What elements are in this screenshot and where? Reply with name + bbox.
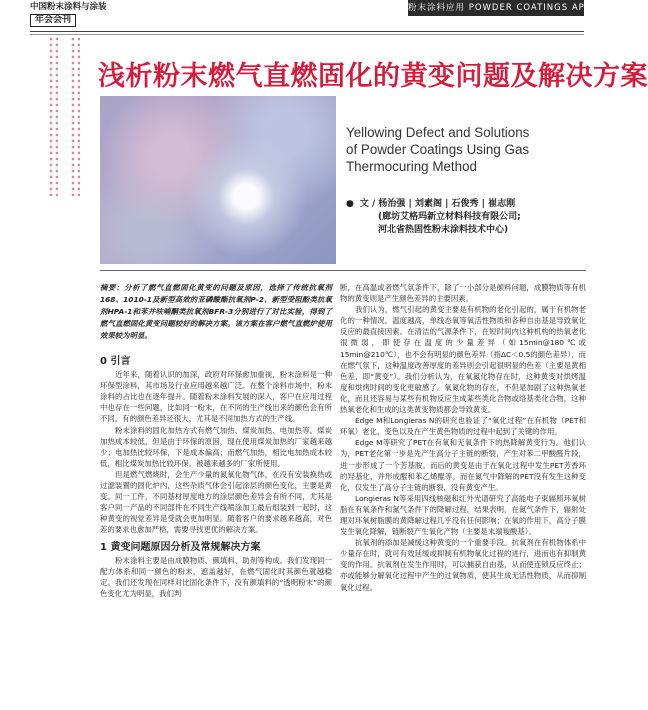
journal-header xyxy=(30,2,138,27)
body-paragraph: 粉末涂料的固化加热方式有燃气加热、煤炭加热、电加热等。煤炭加热成本较低，但是由于环保的原因，现在使用煤炭加热的厂家越来越少；电加热比较环保，下是成本偏高；而燃气加热，相比电加热成本较低，相比煤炭加热比较环保，被越来越多的厂家所使用。 xyxy=(100,425,332,468)
bullet-icon: ● xyxy=(346,199,354,209)
section-heading: 0 引言 xyxy=(100,356,131,367)
powder-coating-photo xyxy=(100,96,336,264)
author-names: 文 / 杨治强 | 刘素阁 | 石俊秀 | 崔志刚 xyxy=(359,199,516,209)
section-heading: 1 黄变问题原因分析及常规解决方案 xyxy=(100,541,261,553)
body-paragraph: 近年来，随着认识的加深，政府对环保愈加重视，粉末涂料是一种环保型涂料，其市场及行业应用越来越广泛。在整个涂料市场中，粉末涂料的占比也在逐年提升。随着粉末涂料发展的深入，客户在应用过程中也存在一些问题，比如同一粉末，在不同的生产线出来的颜色会有所不同，有的颜色差异还很大，尤其是不同加热方式的生产线。 xyxy=(100,370,332,424)
title-en-line: Yellowing Defect and Solutions xyxy=(346,125,530,140)
title-en-line: of Powder Coatings Using Gas xyxy=(346,142,530,157)
issue-label: 年会会刊 xyxy=(30,14,76,27)
body-paragraph: Longieras N等采用四线核磁和红外光谱研究了高能电子束辐照环氧树脂在有氧条件和氮气条件下的降解过程。结果表明，在氮气条件下，辐射处理对环氧树脂膜的黄降解过程几乎没有任何影响；在氧的作用下，高分子膜发生氧化降解，链断裂产生氧化产物（主要是末端羧酸基）。 xyxy=(340,493,586,537)
body-paragraph: 粉末涂料主要是由成膜物质、颜填料、助剂等构成。我们发现同一配方体系和同一颜色的粉末，遮盖越好，在燃气固化时其颜色就越稳定。我们还发现在同样对比固化条件下，没有颜填料的“透明粉末”的颜色变化尤为明显，我们判 xyxy=(100,555,332,598)
body-paragraph: Edge M等研究了PET在有氧和无氧条件下的热降解黄变行为。他们认为，PET老化第一步是先产生高分子主链的断裂，产生对苯二甲酸醛片段，进一步形成了一个芳基胺。而后的黄变是由于在氧化过程中发生PET芳香环的羟基化，并形成醌和苯乙烯醌等。而在氮气中降解的PET没有发生这种变化，仅发生了高分子主链的断裂，没有黄变产生。 xyxy=(340,438,586,492)
journal-name: 中国粉末涂料与涂装 xyxy=(30,2,107,12)
body-paragraph: 抗氧剂的添加是减缓这种黄变的一个重要手段。抗氧剂在有机物体系中少量存在时，就可有效延缓或抑制有机物氧化过程的进行，进而也有抑制黄变的作用。抗氧剂在发生作用时，可以捕获自由基，从而使连锁反应终止；亦或能够分解氧化过程中产生的过氧物质，使其生成无活性物质，从而抑制氧化过程。 xyxy=(340,538,586,592)
right-column xyxy=(340,282,586,593)
affiliation-line: 河北省热固性粉末涂料技术中心) xyxy=(378,225,509,235)
article-title-en xyxy=(346,124,586,175)
abstract: 摘要：分析了燃气直燃固化黄变的问题及原因，选择了传统抗氧剂168、1010-1及新型高效的亚磷酸酯抗氧剂P-2、新型受阻酚类抗氧剂HPA-1和苯并呋喃酮类抗氧剂BFR-3分别进行了对比实验，得到了燃气直燃固化黄变问题较好的解决方案。该方案在客户燃气直燃炉使用效果较为明显。 xyxy=(100,283,332,340)
body-paragraph: 我们认为，燃气引起的黄变主要是有机物的老化引起的，属于有机物老化的一种情况。温度越高，单线态氧等氧活性物质和各种自由基是导致氧化反应的最直接因素。在清洁的气源条件下，在短时间内这种机构的热氧老化很微弱，即使存在温度的少量差异（如15min@180℃或15min@210℃），也不会有明显的颜色差异（指ΔC＜0.5的颜色差异），而在燃气氛下，这种温度改善厚度的差异则会引起很明显的色差（主要是黄相色差，即“黄变”）。我们分析认为，在氧氮化物存在时，这种黄变对烘烤温度和烘烤时间的变化更敏感了。氧氮化物的存在，不但是加剧了这种热氧老化，而且还容易与某些有机物反应生成某些类化合物或络基类化合物，这种热氧老化和生成的这类黄变物质都会导致黄变。 xyxy=(340,305,586,415)
article-title-cn: 浅析粉末燃气直燃固化的黄变问题及解决方案 xyxy=(98,61,648,92)
decorative-dot-strip-right xyxy=(70,36,80,196)
decorative-dot-strip-left xyxy=(48,36,58,196)
body-paragraph: 但是燃气燃烧时，会生产少量的氮氧化物气体，在没有安装换热或过滤装置的固化炉内，这些杂质气体会引起涂层的颜色变化，主要是黄变。同一工件，不同基材厚度地方的涂层颜色差异会有所不同，尤其是客户同一产品的不同部件在不同生产线喷涂加工最后组装到一起时，这种黄变的视觉差异是受就会更加明显。随着客户的要求越来越高，对色差的要求也愈加严格，需要寻找更优的解决方案。 xyxy=(100,469,332,535)
section-banner: 粉末涂料应用 POWDER COATINGS APPLICATION xyxy=(408,0,584,16)
body-paragraph: Edge M和Longieras N的研究也验证了“氧化过程”在有机物（PET和环氧）老化，变色以及在产生黄色物质的过程中起到了关键的作用。 xyxy=(340,416,586,437)
title-en-line: Thermocuring Method xyxy=(346,159,477,174)
affiliation-line: (廊坊艾格玛新立材料科技有限公司; xyxy=(378,212,521,222)
header-rule xyxy=(30,31,584,32)
left-column xyxy=(100,282,332,599)
section-divider xyxy=(100,270,586,271)
header-rule-secondary xyxy=(30,34,584,35)
body-paragraph: 断，在高温或者燃气氛条件下，除了一小部分是颜料问题，成膜物质等有机物的黄变则是产生颜色差异的主要因素。 xyxy=(340,283,586,304)
author-block xyxy=(346,198,586,237)
